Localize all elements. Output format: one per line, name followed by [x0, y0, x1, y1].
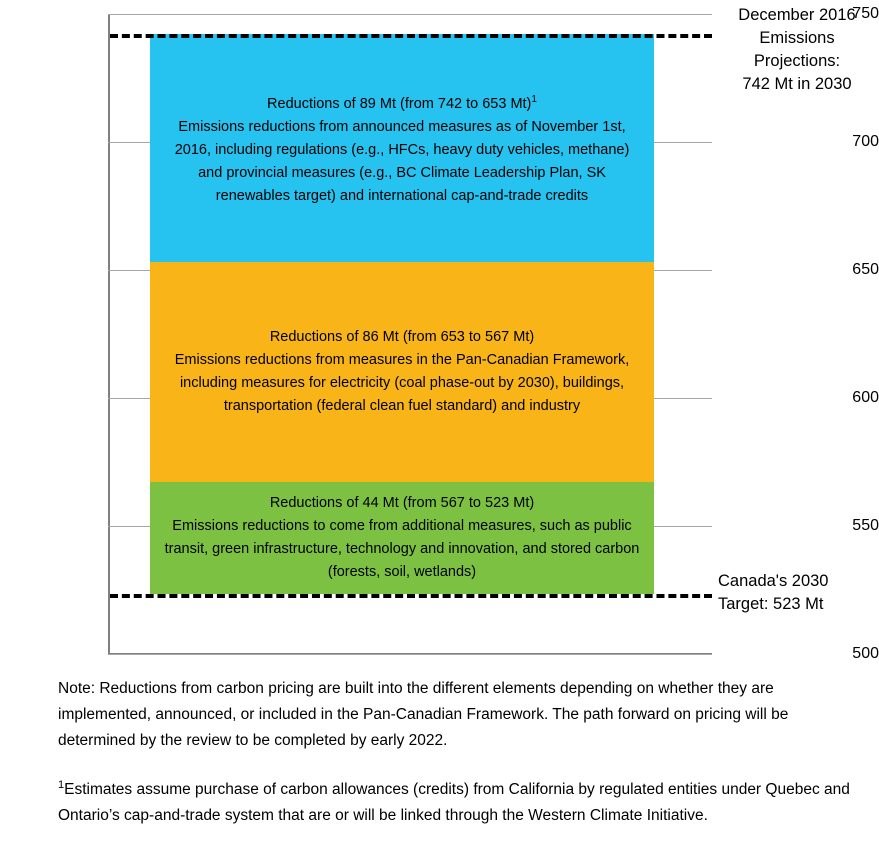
annotation-target-line-2: Target: 523 Mt — [718, 595, 824, 613]
footnote-ref-1: 1 — [531, 94, 537, 106]
chart-notes — [58, 676, 858, 829]
annotation-projection-line-1: December 2016 — [738, 6, 856, 24]
gridline-750 — [108, 14, 712, 15]
segment-pan-canadian-framework-text — [159, 326, 645, 418]
y-tick-label-550: 550 — [852, 517, 879, 534]
annotation-projection-line-4: 742 Mt in 2030 — [742, 75, 852, 93]
footnote-text: Estimates assume purchase of carbon allowances (credits) from California by regulated entities under Quebec and Ontario’s cap-and-trade system that are or will be linked through the Western Climate Initiative. — [58, 781, 850, 825]
segment-announced-measures-body: Emissions reductions from announced measures as of November 1st, 2016, including regulations (e.g., HFCs, heavy duty vehicles, methane) and provincial measures (e.g., BC Climate Leadership Plan, SK renewables target) and international cap-and-trade credits — [174, 118, 630, 204]
annotation-projection-line-3: Projections: — [753, 52, 841, 70]
segment-announced-measures-headline: Reductions of 89 Mt (from 742 to 653 Mt) — [267, 95, 532, 112]
y-axis-line — [108, 14, 110, 655]
y-tick-label-600: 600 — [852, 389, 879, 406]
footnote-estimates — [58, 772, 858, 829]
y-tick-label-650: 650 — [852, 261, 879, 278]
footnote-marker: 1 — [58, 779, 65, 791]
segment-additional-measures — [150, 482, 654, 594]
annotation-target — [718, 570, 876, 616]
segment-additional-measures-body: Emissions reductions to come from additional measures, such as public transit, green infrastructure, technology and innovation, and stored carbon (forests, soil, wetlands) — [164, 518, 640, 580]
y-tick-label-500: 500 — [852, 645, 879, 662]
y-axis-title — [6, 0, 30, 24]
segment-pan-canadian-framework-body: Emissions reductions from measures in the Pan-Canadian Framework, including measures for electricity (coal phase-out by 2030), buildings, transportation (federal clean fuel standard) and industry — [174, 352, 630, 414]
gridline-500 — [108, 654, 712, 655]
annotation-projection — [718, 4, 876, 96]
segment-pan-canadian-framework — [150, 262, 654, 482]
annotation-projection-line-2: Emissions — [759, 29, 835, 47]
annotation-target-line-1: Canada's 2030 — [718, 572, 829, 590]
segment-additional-measures-headline: Reductions of 44 Mt (from 567 to 523 Mt) — [269, 495, 535, 511]
segment-announced-measures — [150, 34, 654, 262]
note-carbon-pricing: Note: Reductions from carbon pricing are built into the different elements depending on whether they are implemented, announced, or included in the Pan-Canadian Framework. The path forward on pricing will be determined by the review to be completed by early 2022. — [58, 680, 789, 749]
reference-line-target-523 — [110, 594, 712, 598]
y-tick-label-750: 750 — [852, 5, 879, 22]
y-tick-label-700: 700 — [852, 133, 879, 150]
reference-line-projection-742 — [110, 34, 712, 38]
segment-announced-measures-text — [159, 88, 645, 208]
segment-pan-canadian-framework-headline: Reductions of 86 Mt (from 653 to 567 Mt) — [269, 329, 535, 345]
segment-additional-measures-text — [159, 492, 645, 584]
